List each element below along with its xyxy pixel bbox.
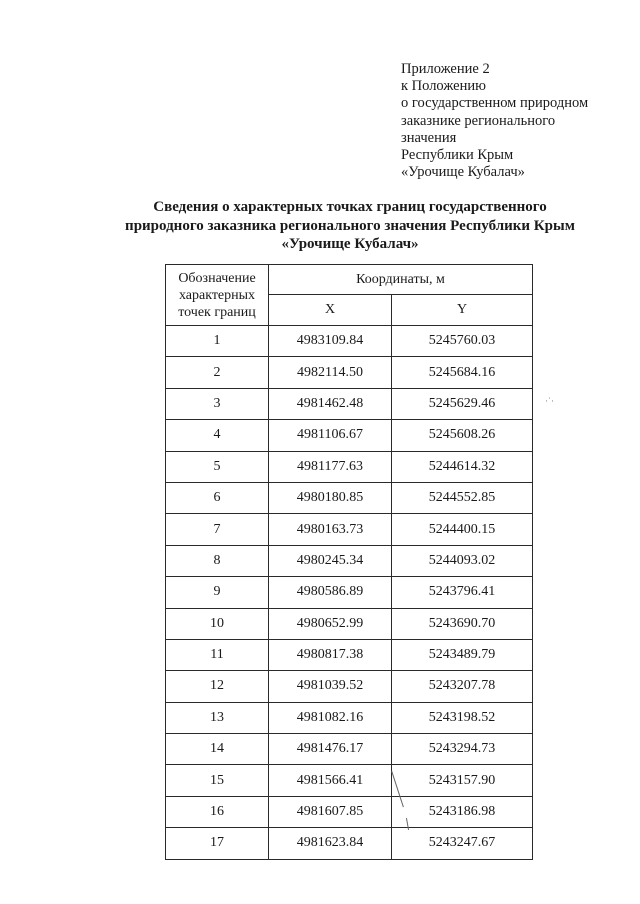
y-coordinate-cell: 5243207.78: [392, 671, 533, 702]
point-cell: 14: [166, 734, 269, 765]
x-coordinate-cell: 4980652.99: [269, 608, 392, 639]
y-coordinate-cell: 5244614.32: [392, 451, 533, 482]
x-coordinate-cell: 4980586.89: [269, 577, 392, 608]
table-row: [166, 326, 533, 357]
y-coordinate-cell: 5245760.03: [392, 326, 533, 357]
y-coordinate-cell: 5244552.85: [392, 482, 533, 513]
annex-line: о государственном природном: [401, 95, 589, 112]
table-row: [166, 702, 533, 733]
table-row: [166, 388, 533, 419]
table-row: [166, 451, 533, 482]
table-row: [166, 639, 533, 670]
annex-line: Приложение 2: [401, 61, 490, 77]
y-coordinate-cell: 5244400.15: [392, 514, 533, 545]
y-coordinate-cell: 5243157.90: [392, 765, 533, 796]
table-row: [166, 608, 533, 639]
y-coordinate-cell: 5243247.67: [392, 828, 533, 859]
table-row: [166, 577, 533, 608]
point-cell: 10: [166, 608, 269, 639]
point-cell: 3: [166, 388, 269, 419]
table-row: [166, 796, 533, 827]
table-row: [166, 765, 533, 796]
x-coordinate-cell: 4980817.38: [269, 639, 392, 670]
document-title: [60, 198, 640, 254]
point-cell: 6: [166, 482, 269, 513]
annex-line: к Положению: [401, 78, 486, 95]
point-cell: 7: [166, 514, 269, 545]
x-coordinate-cell: 4981177.63: [269, 451, 392, 482]
y-coordinate-cell: 5243690.70: [392, 608, 533, 639]
x-coordinate-cell: 4981106.67: [269, 420, 392, 451]
x-coordinate-cell: 4982114.50: [269, 357, 392, 388]
header-x: X: [269, 295, 392, 326]
x-coordinate-cell: 4981607.85: [269, 796, 392, 827]
point-cell: 4: [166, 420, 269, 451]
scan-speck: ·˙·: [545, 396, 554, 406]
point-cell: 8: [166, 545, 269, 576]
y-coordinate-cell: 5243294.73: [392, 734, 533, 765]
y-coordinate-cell: 5245629.46: [392, 388, 533, 419]
table-header-row: [166, 265, 533, 295]
y-coordinate-cell: 5243489.79: [392, 639, 533, 670]
table-row: [166, 357, 533, 388]
header-coordinates: Координаты, м: [269, 265, 533, 295]
y-coordinate-cell: 5243796.41: [392, 577, 533, 608]
x-coordinate-cell: 4981039.52: [269, 671, 392, 702]
point-cell: 9: [166, 577, 269, 608]
point-cell: 1: [166, 326, 269, 357]
point-cell: 5: [166, 451, 269, 482]
table-row: [166, 514, 533, 545]
point-cell: 11: [166, 639, 269, 670]
y-coordinate-cell: 5243198.52: [392, 702, 533, 733]
x-coordinate-cell: 4983109.84: [269, 326, 392, 357]
header-y: Y: [392, 295, 533, 326]
table-row: [166, 671, 533, 702]
y-coordinate-cell: 5244093.02: [392, 545, 533, 576]
title-line: «Урочище Кубалач»: [281, 236, 419, 252]
table-row: [166, 545, 533, 576]
x-coordinate-cell: 4981566.41: [269, 765, 392, 796]
annex-line: «Урочище Кубалач»: [401, 164, 525, 181]
header-point-line: характерных: [178, 287, 256, 303]
title-line: Сведения о характерных точках границ государственного: [153, 199, 547, 215]
y-coordinate-cell: 5245684.16: [392, 357, 533, 388]
point-cell: 16: [166, 796, 269, 827]
y-coordinate-cell: 5243186.98: [392, 796, 533, 827]
annex-line: Республики Крым: [401, 147, 514, 164]
table-row: [166, 420, 533, 451]
annex-line: значения: [401, 129, 457, 146]
table-row: [166, 734, 533, 765]
coordinates-table: [165, 264, 533, 860]
x-coordinate-cell: 4981462.48: [269, 388, 392, 419]
x-coordinate-cell: 4981623.84: [269, 828, 392, 859]
title-line: природного заказника регионального значения Республики Крым: [125, 217, 575, 234]
x-coordinate-cell: 4980180.85: [269, 482, 392, 513]
point-cell: 2: [166, 357, 269, 388]
annex-line: заказнике регионального: [401, 112, 556, 129]
y-coordinate-cell: 5245608.26: [392, 420, 533, 451]
table-row: [166, 828, 533, 859]
point-cell: 15: [166, 765, 269, 796]
point-cell: 12: [166, 671, 269, 702]
table-row: [166, 482, 533, 513]
point-cell: 13: [166, 702, 269, 733]
header-point-designation: [166, 265, 269, 326]
x-coordinate-cell: 4980163.73: [269, 514, 392, 545]
header-point-line: точек границ: [178, 304, 256, 320]
header-point-line: Обозначение: [178, 270, 256, 286]
point-cell: 17: [166, 828, 269, 859]
x-coordinate-cell: 4980245.34: [269, 545, 392, 576]
x-coordinate-cell: 4981476.17: [269, 734, 392, 765]
table-body: [166, 326, 533, 860]
annex-block: [401, 61, 631, 181]
x-coordinate-cell: 4981082.16: [269, 702, 392, 733]
